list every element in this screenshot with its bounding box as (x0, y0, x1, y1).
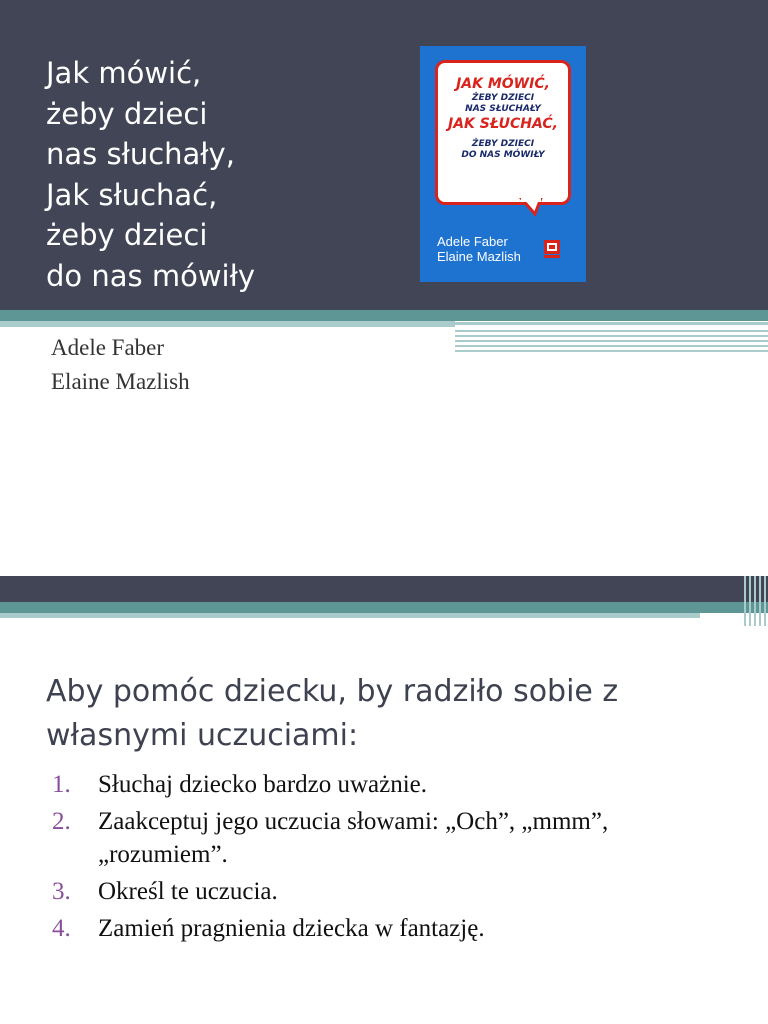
list-item (52, 912, 702, 945)
speech-bubble-tail (519, 198, 543, 216)
list-item (52, 875, 702, 908)
cover-line-5: ŻEBY DZIECI (471, 139, 535, 149)
list-number: 3. (52, 878, 71, 905)
list-number: 2. (52, 808, 71, 835)
slide-heading: Aby pomóc dziecku, by radziło sobie z własnymi uczuciami: (46, 674, 619, 753)
decorative-lines (455, 321, 768, 355)
accent-stripe (0, 310, 768, 321)
cover-line-3: NAS SŁUCHAŁY (465, 104, 541, 114)
list-number: 4. (52, 915, 71, 942)
list-number: 1. (52, 771, 71, 798)
accent-stripe-light (0, 613, 700, 618)
cover-line-2: ŻEBY DZIECI (471, 93, 535, 103)
cover-authors: Adele Faber Elaine Mazlish (437, 234, 521, 264)
decorative-lines (740, 576, 768, 626)
cover-line-1: JAK MÓWIĆ, (456, 76, 550, 92)
list-text: Określ te uczucia. (98, 878, 278, 905)
slide-subtitle-authors: Adele Faber Elaine Mazlish (51, 335, 190, 394)
list-text: Słuchaj dziecko bardzo uważnie. (98, 771, 428, 798)
list-item (52, 805, 702, 871)
publisher-logo-icon (544, 240, 560, 258)
cover-line-6: DO NAS MÓWIŁY (461, 150, 545, 160)
header-band (0, 576, 768, 602)
list-text: Zamień pragnienia dziecka w fantazję. (98, 915, 485, 942)
list-text: Zaakceptuj jego uczucia słowami: „Och”, „mmm”, „rozumiem”. (98, 808, 609, 868)
book-cover-image (420, 46, 586, 282)
steps-list (52, 768, 702, 949)
slide-content (0, 512, 768, 1024)
slide-title-text: Jak mówić, żeby dzieci nas słuchały, Jak słuchać, żeby dzieci do nas mówiły (46, 56, 256, 293)
speech-bubble (435, 60, 571, 205)
cover-line-4: JAK SŁUCHAĆ, (448, 116, 558, 132)
list-item (52, 768, 702, 801)
accent-stripe (0, 602, 768, 613)
accent-stripe-light (0, 321, 455, 327)
